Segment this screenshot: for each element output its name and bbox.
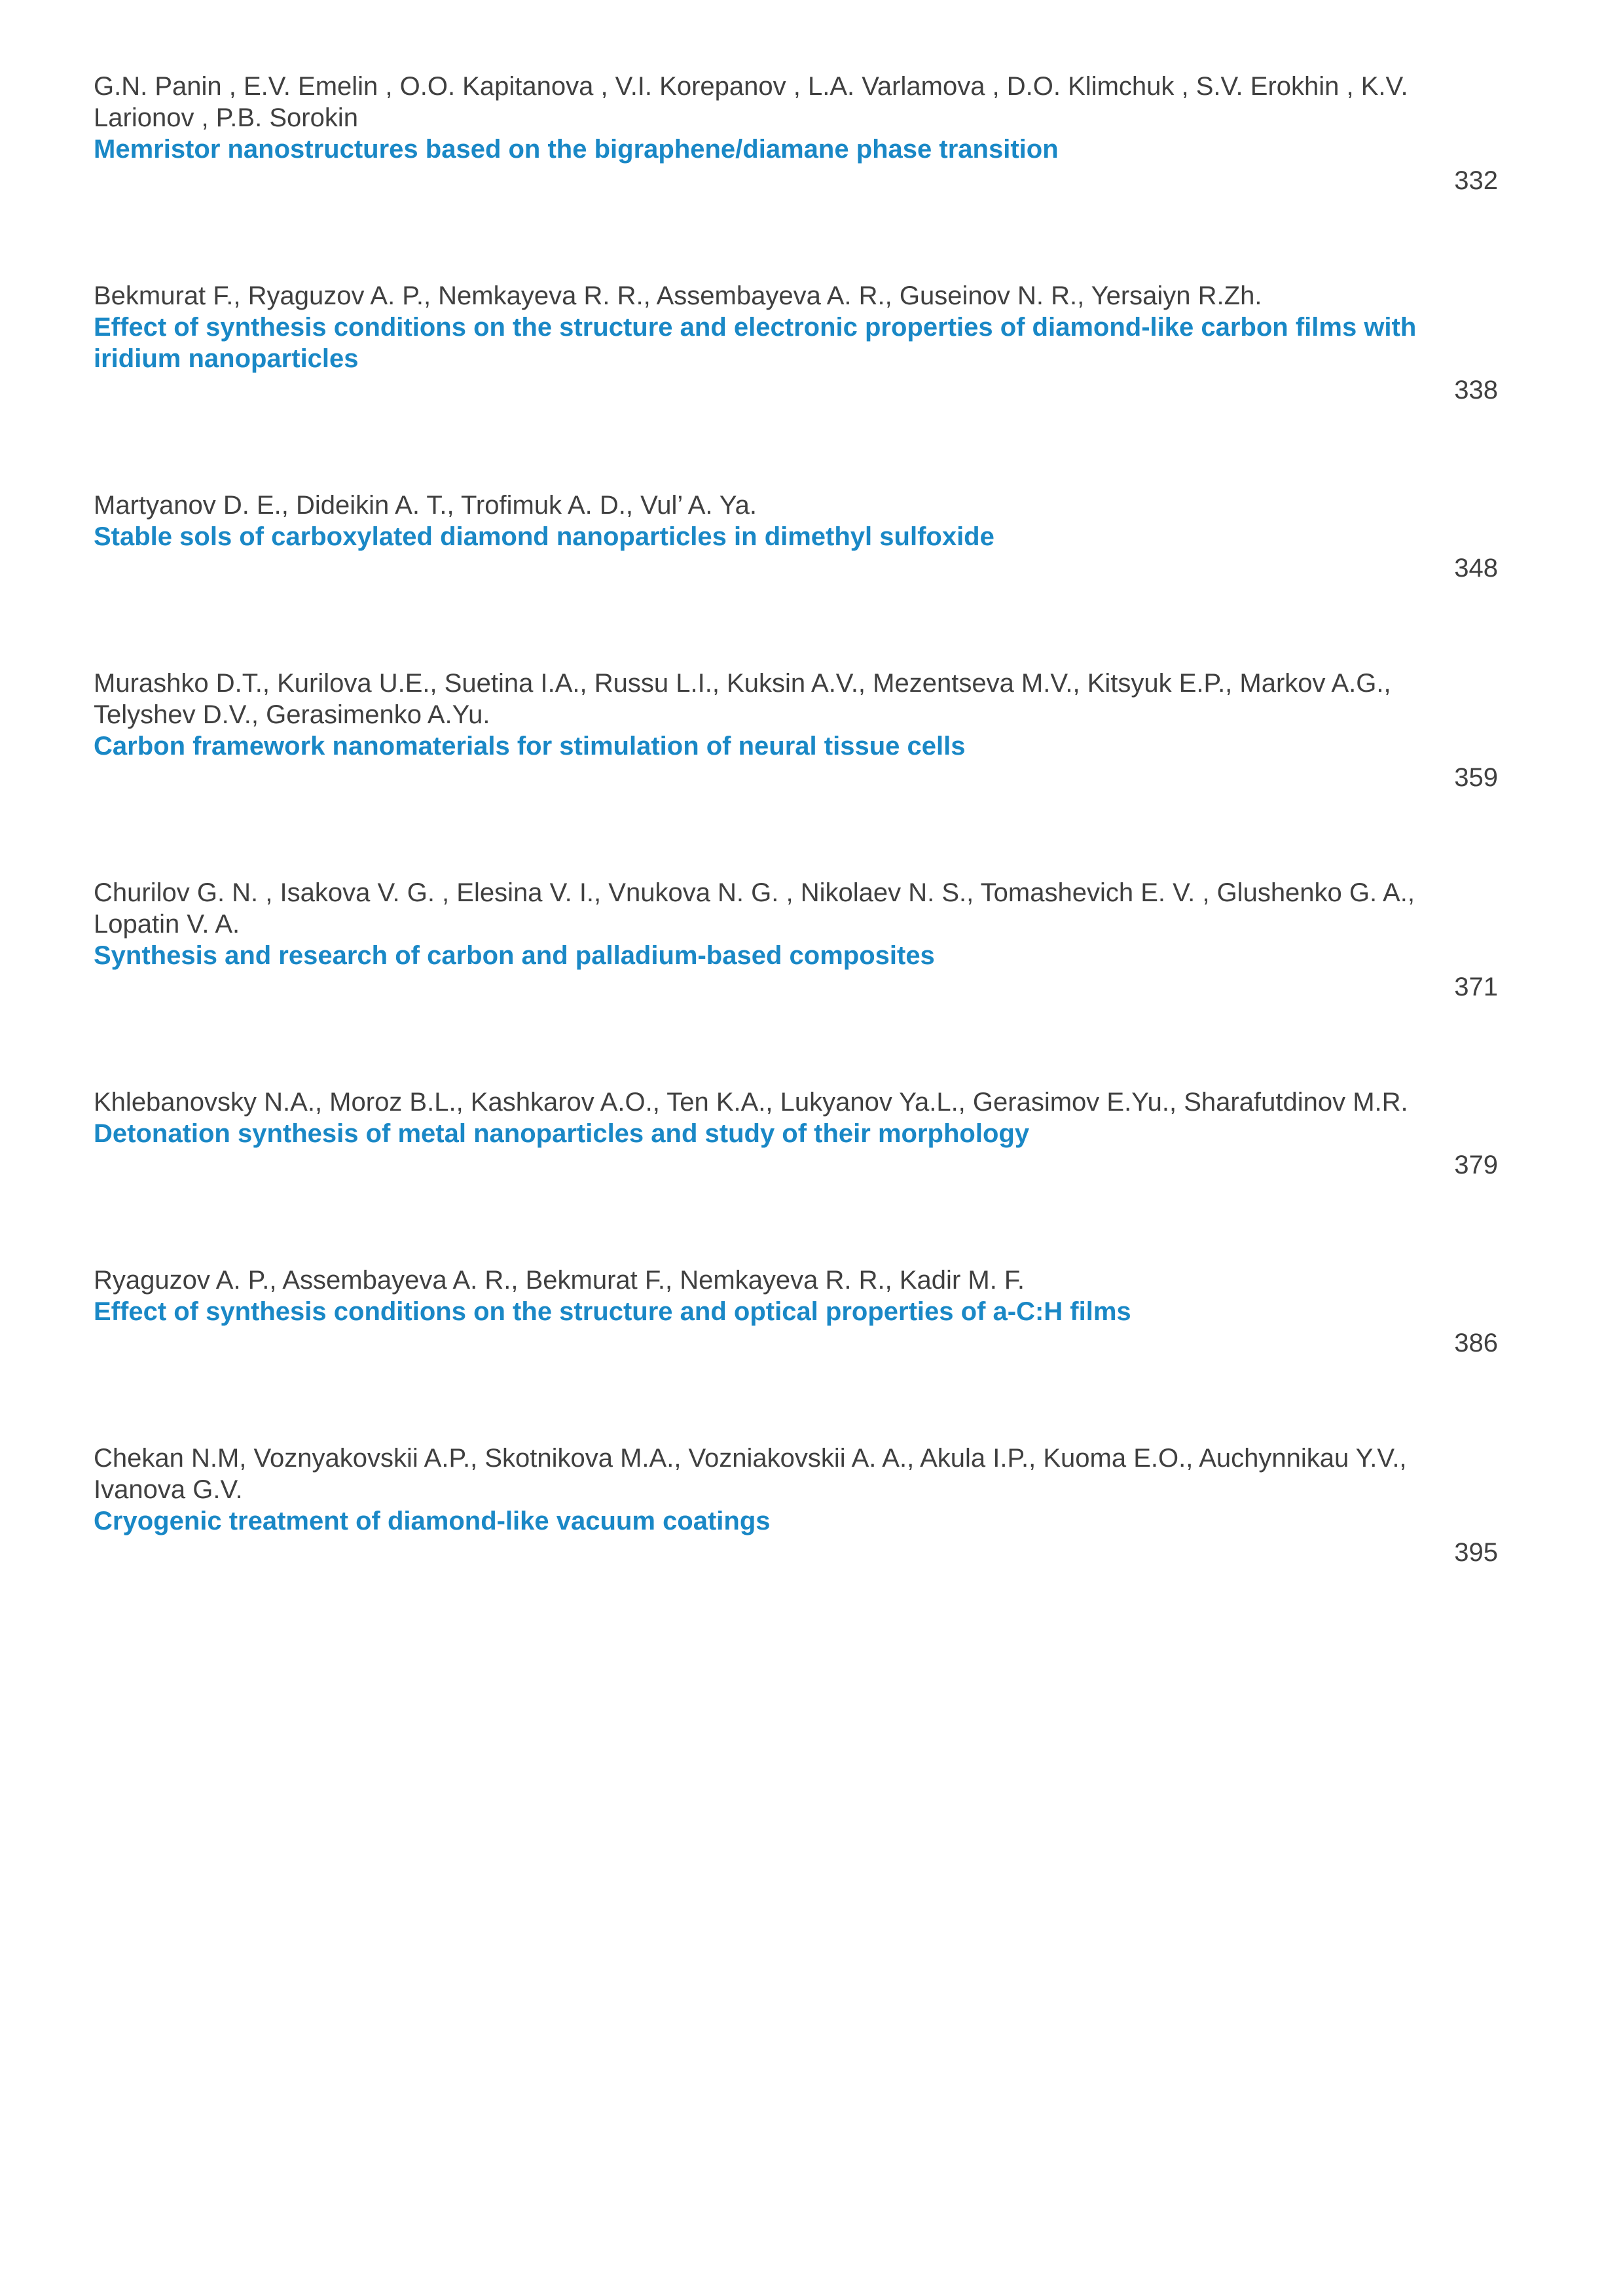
toc-entry-page-number: 332 [1454, 166, 1498, 195]
toc-entry-authors: Ryaguzov A. P., Assembayeva A. R., Bekmurat F., Nemkayeva R. R., Kadir M. F. [94, 1266, 1025, 1295]
toc-entry-page-number: 359 [1454, 763, 1498, 792]
toc-entry-page-number: 395 [1454, 1538, 1498, 1567]
toc-entry-title[interactable]: Synthesis and research of carbon and palladium-based composites [94, 941, 935, 970]
toc-entry-title[interactable]: Carbon framework nanomaterials for stimulation of neural tissue cells [94, 732, 966, 761]
toc-entry-authors: Churilov G. N. , Isakova V. G. , Elesina V. I., Vnukova N. G. , Nikolaev N. S., Tomashevich E. V. , Glushenko G. A., Lopatin V. A. [94, 878, 1415, 939]
toc-entry-authors: G.N. Panin , E.V. Emelin , O.O. Kapitanova , V.I. Korepanov , L.A. Varlamova , D.O. Klimchuk , S.V. Erokhin , K.V. Larionov , P.B. Sorokin [94, 72, 1408, 132]
toc-entry-page-number: 386 [1454, 1329, 1498, 1357]
toc-entry [94, 668, 1498, 793]
toc-entry-title[interactable]: Stable sols of carboxylated diamond nanoparticles in dimethyl sulfoxide [94, 522, 994, 551]
toc-entry-title[interactable]: Detonation synthesis of metal nanoparticles and study of their morphology [94, 1119, 1030, 1148]
toc-entry-title[interactable]: Effect of synthesis conditions on the structure and electronic properties of diamond-like carbon films with iridium nanoparticles [94, 313, 1417, 373]
toc-entry-page-number: 371 [1454, 973, 1498, 1001]
toc-entry [94, 280, 1498, 406]
toc-entry [94, 1443, 1498, 1568]
toc-entry-page-number: 379 [1454, 1151, 1498, 1179]
toc-entry-authors: Bekmurat F., Ryaguzov A. P., Nemkayeva R. R., Assembayeva A. R., Guseinov N. R., Yersaiyn R.Zh. [94, 281, 1262, 310]
toc-entry-title[interactable]: Cryogenic treatment of diamond-like vacuum coatings [94, 1507, 771, 1535]
toc-entry-page-number: 348 [1454, 554, 1498, 583]
toc-entry-page-number: 338 [1454, 376, 1498, 404]
toc-entry-authors: Chekan N.M, Voznyakovskii A.P., Skotnikova M.A., Vozniakovskii A. A., Akula I.P., Kuoma E.O., Auchynnikau Y.V., Ivanova G.V. [94, 1444, 1407, 1504]
toc-entry-authors: Murashko D.T., Kurilova U.E., Suetina I.A., Russu L.I., Kuksin A.V., Mezentseva M.V., Kitsyuk E.P., Markov A.G., Telyshev D.V., Gerasimenko A.Yu. [94, 669, 1391, 729]
toc-entry [94, 877, 1498, 1003]
toc-entry [94, 1086, 1498, 1181]
toc-entry [94, 71, 1498, 196]
toc-entry-authors: Martyanov D. E., Dideikin A. T., Trofimuk A. D., Vul’ A. Ya. [94, 491, 757, 520]
toc-entry-title[interactable]: Effect of synthesis conditions on the structure and optical properties of a-C:H films [94, 1297, 1131, 1326]
toc-entry-title[interactable]: Memristor nanostructures based on the bigraphene/diamane phase transition [94, 135, 1059, 164]
toc-entry [94, 1265, 1498, 1359]
toc-entry [94, 490, 1498, 584]
toc-entry-authors: Khlebanovsky N.A., Moroz B.L., Kashkarov A.O., Ten K.A., Lukyanov Ya.L., Gerasimov E.Yu., Sharafutdinov M.R. [94, 1088, 1408, 1117]
table-of-contents [94, 71, 1498, 1652]
